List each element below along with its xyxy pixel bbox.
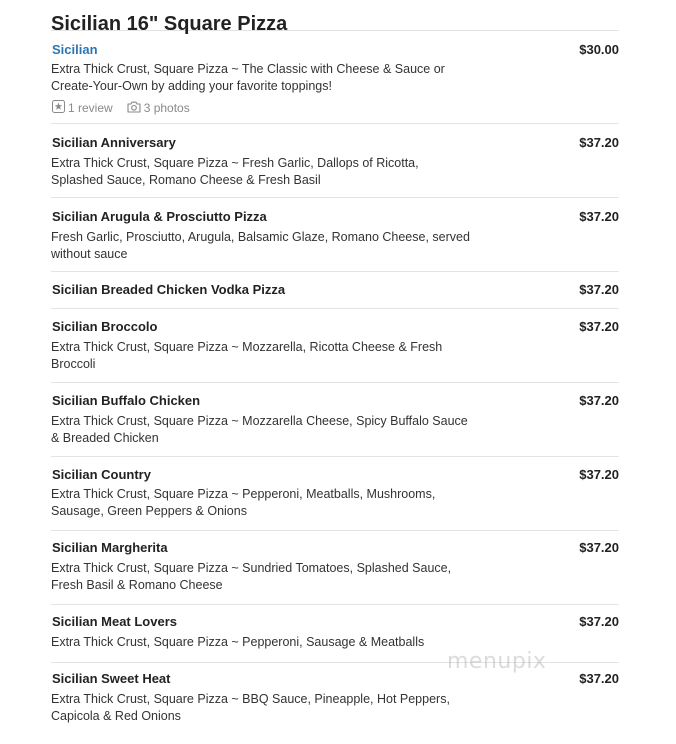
menu-item xyxy=(51,31,619,124)
section-title: Sicilian 16" Square Pizza xyxy=(51,0,619,31)
item-price: $30.00 xyxy=(579,42,619,57)
item-price: $37.20 xyxy=(579,393,619,408)
menu-item xyxy=(51,457,619,531)
item-description-line: Extra Thick Crust, Square Pizza ~ Pepperoni, Meatballs, Mushrooms, xyxy=(51,487,436,501)
camera-icon xyxy=(127,101,141,116)
item-description-line: Splashed Sauce, Romano Cheese & Fresh Basil xyxy=(51,173,321,187)
item-price: $37.20 xyxy=(579,671,619,686)
menu-item xyxy=(51,531,619,605)
item-price: $37.20 xyxy=(579,319,619,334)
photos-link[interactable] xyxy=(127,101,190,116)
item-description xyxy=(51,229,496,263)
item-description-line: Capicola & Red Onions xyxy=(51,709,181,723)
item-description-line: Extra Thick Crust, Square Pizza ~ Mozzarella Cheese, Spicy Buffalo Sauce xyxy=(51,414,468,428)
item-name: Sicilian Meat Lovers xyxy=(52,614,177,629)
item-name: Sicilian Anniversary xyxy=(52,135,176,150)
item-name: Sicilian Sweet Heat xyxy=(52,671,171,686)
item-price: $37.20 xyxy=(579,614,619,629)
menu-item xyxy=(51,124,619,198)
item-description-line: Fresh Basil & Romano Cheese xyxy=(51,578,223,592)
photos-count: 3 photos xyxy=(143,101,190,115)
menu-section xyxy=(51,0,619,729)
item-name-link[interactable]: Sicilian xyxy=(52,42,98,57)
menu-item xyxy=(51,309,619,383)
menu-item xyxy=(51,272,619,309)
item-description-line: without sauce xyxy=(51,247,128,261)
item-description-line: Extra Thick Crust, Square Pizza ~ BBQ Sauce, Pineapple, Hot Peppers, xyxy=(51,692,450,706)
item-description xyxy=(51,691,496,725)
item-description-line: Extra Thick Crust, Square Pizza ~ Pepperoni, Sausage & Meatballs xyxy=(51,635,425,649)
item-description xyxy=(51,61,496,95)
item-description xyxy=(51,634,496,651)
item-name: Sicilian Arugula & Prosciutto Pizza xyxy=(52,209,267,224)
watermark-logo xyxy=(437,641,557,681)
star-icon xyxy=(52,100,65,116)
item-description xyxy=(51,413,496,447)
item-description-line: Fresh Garlic, Prosciutto, Arugula, Balsamic Glaze, Romano Cheese, served xyxy=(51,230,470,244)
item-price: $37.20 xyxy=(579,209,619,224)
item-name: Sicilian Margherita xyxy=(52,540,168,555)
reviews-count: 1 review xyxy=(68,101,113,115)
item-description xyxy=(51,560,496,594)
item-description xyxy=(51,339,496,373)
item-description-line: & Breaded Chicken xyxy=(51,431,159,445)
item-description-line: Extra Thick Crust, Square Pizza ~ The Classic with Cheese & Sauce or xyxy=(51,62,445,76)
item-price: $37.20 xyxy=(579,282,619,297)
item-description-line: Extra Thick Crust, Square Pizza ~ Fresh Garlic, Dallops of Ricotta, xyxy=(51,156,419,170)
item-description-line: Extra Thick Crust, Square Pizza ~ Mozzarella, Ricotta Cheese & Fresh xyxy=(51,340,443,354)
item-name: Sicilian Country xyxy=(52,467,151,482)
reviews-link[interactable] xyxy=(52,100,113,116)
watermark-text: menupix xyxy=(447,649,547,674)
item-description xyxy=(51,155,496,189)
item-description-line: Create-Your-Own by adding your favorite toppings! xyxy=(51,79,332,93)
item-meta xyxy=(52,100,204,116)
item-description-line: Extra Thick Crust, Square Pizza ~ Sundried Tomatoes, Splashed Sauce, xyxy=(51,561,452,575)
item-description-line: Broccoli xyxy=(51,357,96,371)
item-name: Sicilian Buffalo Chicken xyxy=(52,393,201,408)
item-description xyxy=(51,486,496,520)
item-price: $37.20 xyxy=(579,135,619,150)
item-name: Sicilian Breaded Chicken Vodka Pizza xyxy=(52,282,286,297)
item-description-line: Sausage, Green Peppers & Onions xyxy=(51,504,247,518)
menu-item xyxy=(51,198,619,272)
item-name: Sicilian Broccolo xyxy=(52,319,158,334)
item-price: $37.20 xyxy=(579,467,619,482)
menu-item xyxy=(51,383,619,457)
item-price: $37.20 xyxy=(579,540,619,555)
